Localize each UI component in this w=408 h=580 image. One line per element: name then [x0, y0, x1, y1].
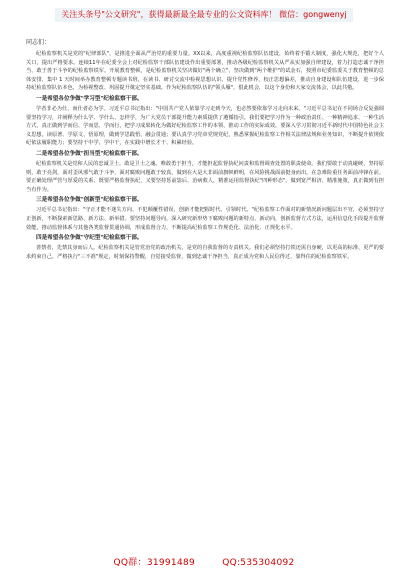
- section-4: [26, 234, 384, 261]
- section-heading: 一是希望各位争做"学习型"纪检监察干部。: [36, 95, 143, 102]
- banner-text: 关注头条号"公文研究"，获得最新最全最专业的公文资料库！ 微信：gongwenyj: [55, 8, 353, 22]
- section-3: [26, 196, 384, 232]
- section-2: [26, 150, 384, 194]
- section-1: [26, 95, 384, 148]
- section-paragraph: 学者非必为仕，而仕者必为学。习近平总书记指出："中国共产党人依靠学习走到今天，也必然要依靠学习走向未来。"习近平总书记在不同场合反复强调要坚持学习，并阐释为什么学、学什么、怎样学，为广大党员干部提升能力素质提供了遵循指引。我们要把学习作为一种政治责任、一种精神追求、一种生活方式，真正做到学而信、学而思、学而行，把学习成果转化为做好纪检监察工作的本领、推动工作的实际成效。要深入学习贯彻习近平新时代中国特色社会主义思想，读原著、学原文、悟原理，做到学思践悟、融会贯通；要认真学习党章党规党纪，熟悉掌握纪检监察工作相关法律法规和业务知识，不断提升依规依纪依法履职能力；要坚持干中学、学中干，在实践中增长才干、积累经验。: [26, 105, 384, 147]
- section-heading: 四是希望各位争做"守纪型"纪检监察干部。: [36, 235, 143, 242]
- qq-group-text: QQ群：31991489: [113, 558, 196, 568]
- intro-paragraph: 纪检监察机关是党的"纪律部队"，是推进全面从严治党的重要力量。XX以来，高度重视纪检监察队伍建设，始终着手锻大制度，强化大规范，把好个人关口，提出严格要求。连续11年在纪委全会上对纪检监察干部队伍建设作出重要部署，推动各级纪检监察机关从严从实加强自律建设，着力打造忠诚干净担当、敢于善于斗争的纪检监察铁军。开展教育整顿，是纪检监察机关坚决做好"两个确立"、坚决做到"两个维护"的试金石，按照市纪委监委关于教育整顿的总体安排，集中 1 天时间举办教育整顿专题读书班，在读书、研讨交流中检视思想认识、提升党性修养，校正思想偏差，推动自身建设和队伍建设，进一步保持纪检监察队伍本色，为检视整改、巩固提升奠定坚实基础。作为纪检监察队伍的"领头雁"，借此机会，以这个身份和大家交流体会，以此共勉。: [26, 51, 384, 92]
- section-paragraph: 习近平总书记指出："守正才能不迷失方向、不犯颠覆性错误，创新才能把握时代、引领时代。"纪检监察工作面对的新情况新问题层出不穷，必须坚持守正创新，不断探索新思路、新方法、新举措。要坚持问题导向，深入研究新形势下腐败问题的新特点、新动向，创新监督方式方法，运用信息化手段提升监督效能，推动监督体系与其他各类监督贯通协调，形成监督合力，不断提高纪检监察工作规范化、法治化、正规化水平。: [26, 207, 384, 231]
- section-heading: 三是希望各位争做"创新型"纪检监察干部。: [36, 197, 143, 204]
- salutation: 同志们：: [26, 39, 51, 46]
- footer-contact: [0, 555, 408, 568]
- section-paragraph: 善禁者，先禁其身而后人。纪检监察机关是管党治党的政治机关，是党的自我监督的专责机关。我们必须坚持打铁还需自身硬，以更高的标准、更严的要求约束自己，严格执行"三不准"规定，时刻保持警醒，自觉接受监督，做到忠诚干净担当，真正成为党和人民信得过、靠得住的纪检监察铁军。: [26, 245, 384, 260]
- qq-text: QQ:535304092: [222, 558, 295, 568]
- document-body: [26, 38, 384, 261]
- top-banner: [0, 8, 408, 22]
- section-heading: 二是希望各位争做"担当型"纪检监察干部。: [36, 150, 143, 157]
- section-paragraph: 纪检监察机关是党和人民的忠诚卫士，敢是卫士之魂。唯敢勇于担当，才能担起监督执纪问责和监督调查处置的职责使命。我们要敢于动真碰硬，坚持原则，敢于亮剑，面对歪风邪气敢于斗争，面对腐败问题敢于较真，做到在大是大非面前旗帜鲜明，在风险挑战面前挺身而出，在急难险重任务面前冲锋在前。要正确处理严管与厚爱的关系，既要严格监督执纪，又要坚持惩前毖后、治病救人，精准运用监督执纪"四种形态"，做到宽严相济、精准施策，真正做到有担当有作为。: [26, 160, 384, 193]
